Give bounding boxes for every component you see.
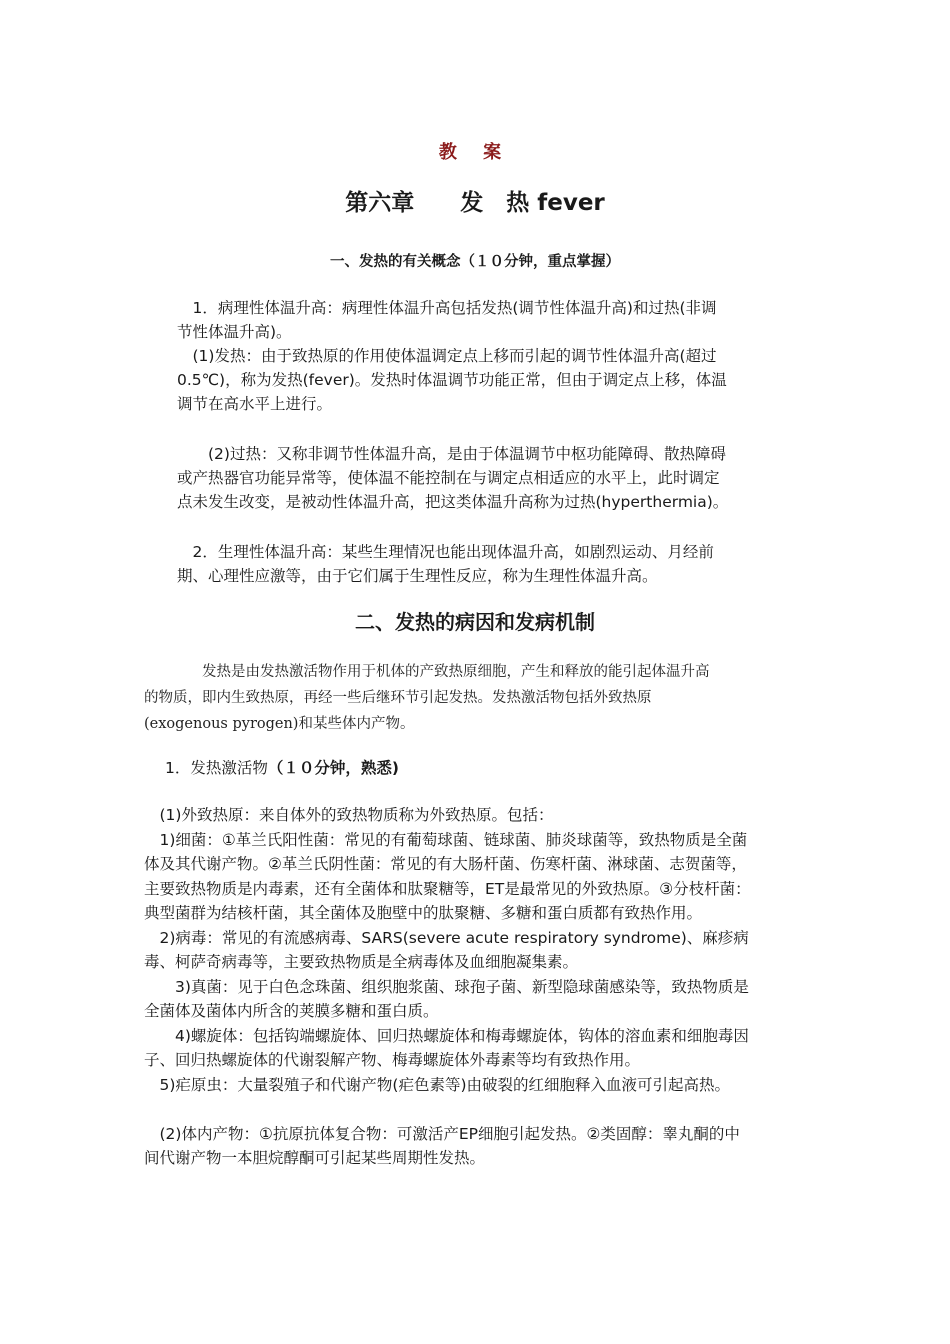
paragraph-pathological: 1．病理性体温升高：病理性体温升高包括发热(调节性体温升高)和过热(非调 节性体温升高)。 — [177, 299, 717, 341]
doc-label: 教 案 — [438, 142, 512, 163]
section1-title: 一、发热的有关概念（１０分钟，重点掌握） — [330, 254, 620, 270]
section2-title: 二、发热的病因和发病机制 — [355, 610, 595, 634]
paragraph-hyperthermia: (2)过热：又称非调节性体温升高，是由于体温调节中枢功能障碍、散热障碍 或产热器官功能异常等，使体温不能控制在与调定点相适应的水平上，此时调定 点未发生改变，是被动性体温升高，把这类体温升高称为过热(hyperthermia)。 — [177, 445, 729, 511]
paragraph-physiological: 2．生理性体温升高：某些生理情况也能出现体温升高，如剧烈运动、月经前 期、心理性应激等，由于它们属于生理性反应，称为生理性体温升高。 — [177, 543, 714, 585]
section2-intro: 发热是由发热激活物作用于机体的产致热原细胞，产生和释放的能引起体温升高 的物质，即内生致热原，再经一些后继环节引起发热。发热激活物包括外致热原 (exogenous pyrogen)和某些体内产物。 — [144, 664, 710, 732]
subhead-note: （１０分钟，熟悉) — [267, 759, 399, 777]
subhead-activators — [165, 756, 399, 778]
paragraph-fever: (1)发热：由于致热原的作用使体温调定点上移而引起的调节性体温升高(超过 0.5℃)，称为发热(fever)。发热时体温调节功能正常，但由于调定点上移，体温 调节在高水平上进行。 — [177, 347, 727, 413]
subhead-text: 1．发热激活物 — [165, 759, 268, 777]
activators-body: (1)外致热原：来自体外的致热物质称为外致热原。包括： 1)细菌：①革兰氏阳性菌：常见的有葡萄球菌、链球菌、肺炎球菌等，致热物质是全菌 体及其代谢产物。②革兰氏阴性菌：常见的有大肠杆菌、伤寒杆菌、淋球菌、志贺菌等， 主要致热物质是内毒素，还有全菌体和肽聚糖等，ET是最常见的外致热原。③分枝杆菌： 典型菌群为结核杆菌，其全菌体及胞壁中的肽聚糖、多糖和蛋白质都有致热作用。 2)病毒：常见的有流感病毒、SARS(severe acute respiratory syndrome)、麻疹病 毒、柯萨奇病毒等，主要致热物质是全病毒体及血细胞凝集素。 3)真菌：见于白色念珠菌、组织胞浆菌、球孢子菌、新型隐球菌感染等，致热物质是 全菌体及菌体内所含的荚膜多糖和蛋白质。 4)螺旋体：包括钩端螺旋体、回归热螺旋体和梅毒螺旋体，钩体的溶血素和细胞毒因 子、回归热螺旋体的代谢裂解产物、梅毒螺旋体外毒素等均有致热作用。 5)疟原虫：大量裂殖子和代谢产物(疟色素等)由破裂的红细胞释入血液可引起高热。 (2)体内产物：①抗原抗体复合物：可激活产EP细胞引起发热。②类固醇：睾丸酮的中 间代谢产物一本胆烷醇酮可引起某些周期性发热。 — [144, 806, 751, 1167]
chapter-title: 第六章 发 热 fever — [345, 190, 605, 216]
